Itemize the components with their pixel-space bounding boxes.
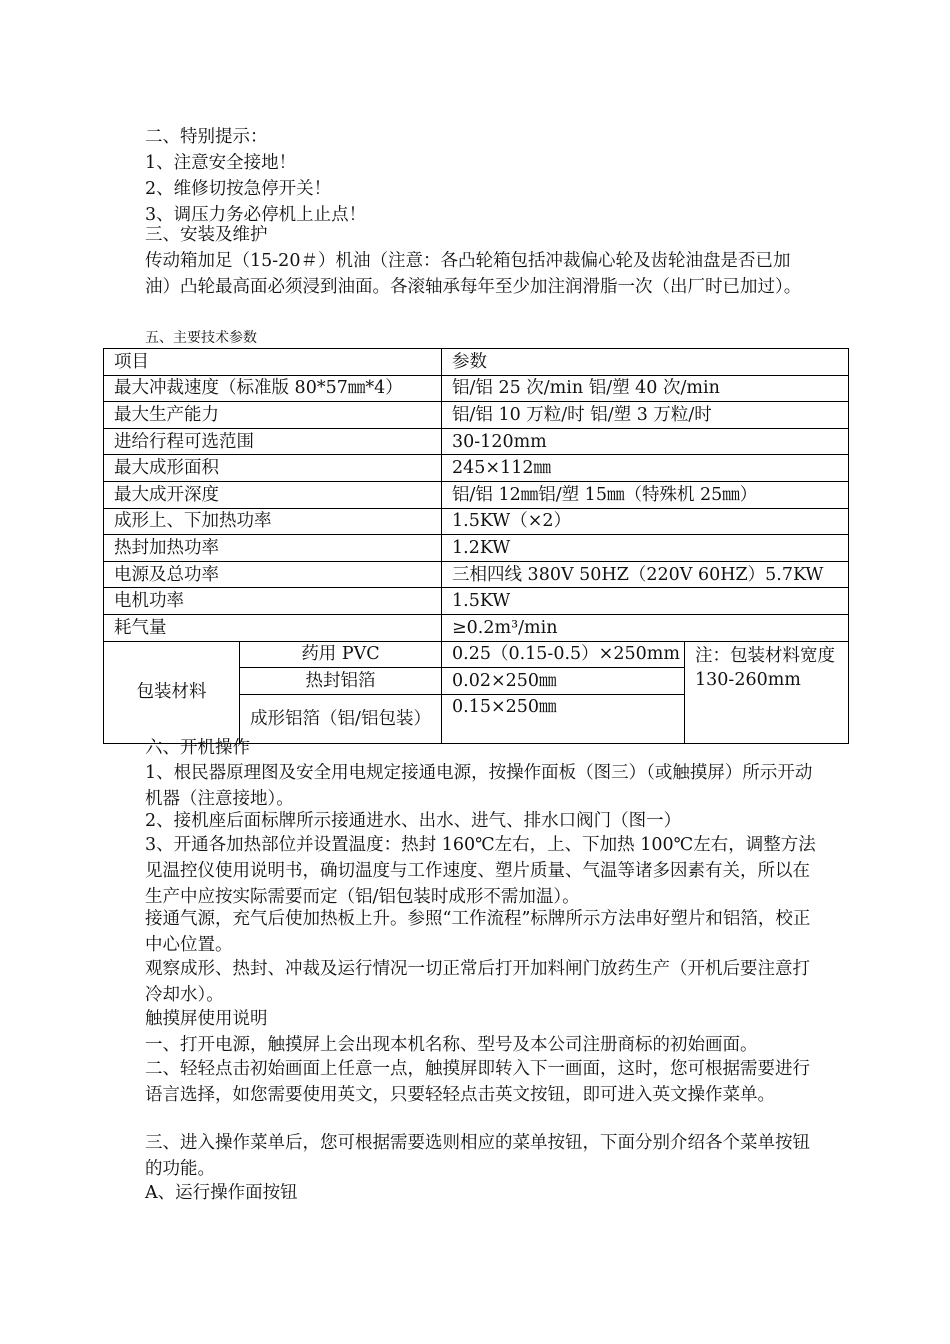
table-row — [104, 455, 849, 482]
packaging-label: 包装材料 — [104, 641, 240, 743]
packaging-row — [104, 641, 849, 668]
section-3-body: 传动箱加足（15-20＃）机油（注意：各凸轮箱包括冲裁偏心轮及齿轮油盘是否已加油）凸轮最高面必须浸到油面。各滚轴承每年至少加注润滑脂一次（出厂时已加过）。 — [145, 251, 802, 297]
row-label: 热封加热功率 — [104, 535, 442, 562]
operation-paragraph: 3、开通各加热部位并设置温度：热封 160℃左右，上、下加热 100℃左右，调整方法见温控仪使用说明书，确切温度与工作速度、塑片质量、气温等诸多因素有关，所以在生产中应按实际需要而定（铝/铝包装时成形不需加温）。 — [145, 835, 816, 907]
row-value: 30-120mm — [442, 428, 849, 455]
row-label: 最大冲裁速度（标准版 80*57㎜*4） — [104, 375, 442, 402]
table-row — [104, 588, 849, 615]
row-value: 铝/铝 12㎜铝/塑 15㎜（特殊机 25㎜） — [442, 481, 849, 508]
row-label: 电源及总功率 — [104, 561, 442, 588]
packaging-item-name: 热封铝箔 — [240, 668, 442, 695]
row-label: 成形上、下加热功率 — [104, 508, 442, 535]
row-value: 三相四线 380V 50HZ（220V 60HZ）5.7KW — [442, 561, 849, 588]
touchscreen-paragraph: 三、进入操作菜单后，您可根据需要选则相应的菜单按钮，下面分别介绍各个菜单按钮的功能。 — [145, 1133, 810, 1179]
row-label: 最大成开深度 — [104, 481, 442, 508]
row-value: 1.5KW — [442, 588, 849, 615]
packaging-item-name: 药用 PVC — [240, 641, 442, 668]
row-value: 1.5KW（×2） — [442, 508, 849, 535]
row-value: ≥0.2m³/min — [442, 614, 849, 641]
packaging-item-value: 0.15×250㎜ — [442, 694, 685, 743]
operation-paragraph: 2、接机座后面标牌所示接通进水、出水、进气、排水口阀门（图一） — [145, 811, 682, 831]
section-5-heading: 五、主要技术参数 — [145, 330, 257, 346]
section-2-heading: 二、特别提示： — [145, 127, 268, 147]
section-3-heading: 三、安装及维护 — [145, 225, 268, 245]
row-value: 1.2KW — [442, 535, 849, 562]
operation-paragraph: 1、根民器原理图及安全用电规定接通电源，按操作面板（图三）（或触摸屏）所示开动机器（注意接地）。 — [145, 763, 813, 809]
row-value: 铝/铝 10 万粒/时 铝/塑 3 万粒/时 — [442, 402, 849, 429]
table-row — [104, 508, 849, 535]
table-row — [104, 561, 849, 588]
row-value: 245×112㎜ — [442, 455, 849, 482]
notice-item-2: 2、维修切按急停开关！ — [145, 179, 332, 199]
table-row — [104, 428, 849, 455]
table-row — [104, 614, 849, 641]
packaging-item-value: 0.25（0.15-0.5）×250mm — [442, 641, 685, 668]
row-label: 最大生产能力 — [104, 402, 442, 429]
touchscreen-paragraph: 一、打开电源，触摸屏上会出现本机名称、型号及本公司注册商标的初始画面。 — [145, 1035, 758, 1055]
row-label: 电机功率 — [104, 588, 442, 615]
header-cell-param: 参数 — [442, 349, 849, 376]
touchscreen-paragraph: 二、轻轻点击初始画面上任意一点，触摸屏即转入下一画面，这时，您可根据需要进行语言选择，如您需要使用英文，只要轻轻点击英文按钮，即可进入英文操作菜单。 — [145, 1059, 810, 1105]
operation-paragraph: 观察成形、热封、冲裁及运行情况一切正常后打开加料闸门放药生产（开机后要注意打冷却水）。 — [145, 959, 810, 1005]
row-value: 铝/铝 25 次/min 铝/塑 40 次/min — [442, 375, 849, 402]
notice-item-3: 3、调压力务必停机上止点！ — [145, 205, 367, 225]
spec-table — [103, 348, 849, 744]
touchscreen-paragraph: A、运行操作面按钮 — [145, 1183, 298, 1203]
packaging-note: 注：包装材料宽度 130-260mm — [685, 641, 849, 743]
packaging-item-name: 成形铝箔（铝/铝包装） — [240, 694, 442, 743]
header-cell-item: 项目 — [104, 349, 442, 376]
packaging-item-value: 0.02×250㎜ — [442, 668, 685, 695]
section-6-heading: 六、开机操作 — [145, 738, 250, 758]
table-row — [104, 481, 849, 508]
table-row — [104, 402, 849, 429]
row-label: 耗气量 — [104, 614, 442, 641]
table-header-row — [104, 349, 849, 376]
notice-item-1: 1、注意安全接地！ — [145, 153, 297, 173]
operation-paragraph: 接通气源，充气后使加热板上升。参照“工作流程”标牌所示方法串好塑片和铝箔，校正中心位置。 — [145, 909, 811, 955]
row-label: 进给行程可选范围 — [104, 428, 442, 455]
table-row — [104, 535, 849, 562]
touchscreen-heading: 触摸屏使用说明 — [145, 1009, 268, 1029]
table-row — [104, 375, 849, 402]
row-label: 最大成形面积 — [104, 455, 442, 482]
